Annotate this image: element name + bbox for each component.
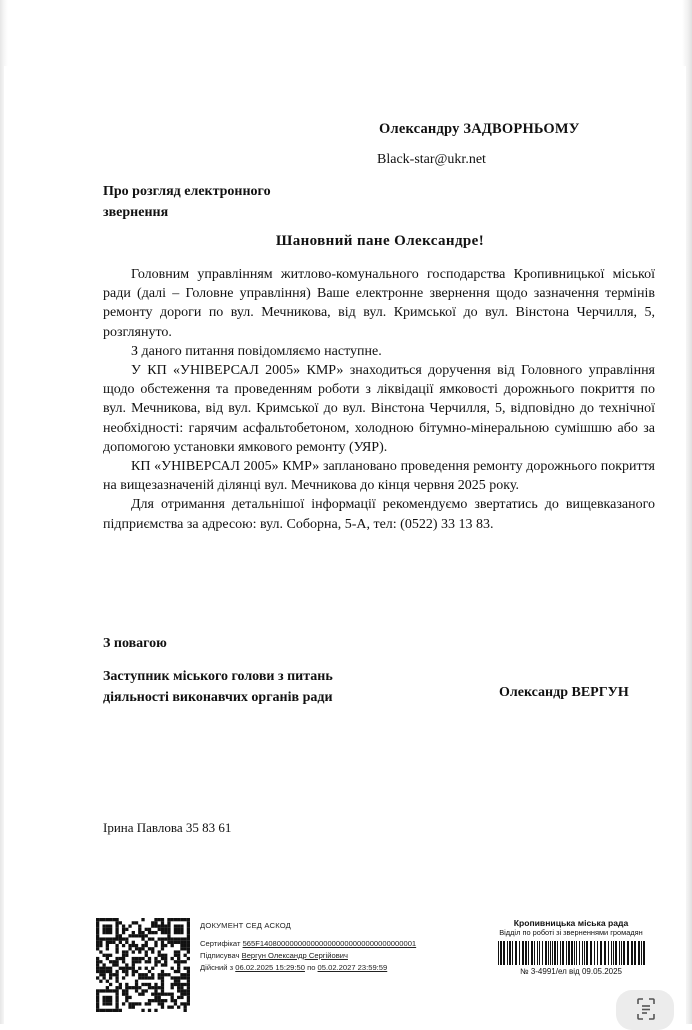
salutation: Шановний пане Олександре!	[275, 233, 485, 249]
registration-stamp	[486, 918, 656, 976]
stamp-department: Відділ по роботі зі зверненнями громадян	[499, 928, 643, 937]
subject-line: Про розгляд електронного	[103, 184, 271, 199]
body-paragraph: У КП «УНІВЕРСАЛ 2005» КМР» знаходиться доручення від Головного управління щодо обстеження та проведенням роботи з ліквідації ямковості дорожнього покриття по вул. Мечникова, від вул. Кримської до вул. Вінстона Черчилля, 5, відповідно до технічної необхідності: гарячим асфальтобетоном, холодною бітумно-мінеральною сумішшю або за допомогою установки ямкового ремонту (УЯР).	[103, 363, 655, 455]
eds-valid-to-label: по	[307, 963, 316, 972]
body-paragraph: З даного питання повідомляємо наступне.	[131, 343, 382, 359]
stamp-organization: Кропивницька міська рада	[513, 918, 629, 928]
position-line: Заступник міського голови з питань	[103, 669, 333, 684]
closing: З повагою	[103, 636, 167, 651]
eds-title: ДОКУМЕНТ СЕД АСКОД	[200, 921, 292, 930]
recipient-email: Black-star@ukr.net	[377, 152, 486, 167]
eds-valid-label: Дійсний з	[200, 963, 234, 972]
eds-signature-block	[200, 920, 416, 974]
eds-cert-label: Сертифікат	[200, 939, 241, 948]
text-scan-icon	[637, 998, 655, 1020]
eds-cert-value: 565F1408000000000000000000000000000000001	[242, 939, 417, 948]
signer-name: Олександр ВЕРГУН	[499, 685, 629, 700]
qr-code-icon	[96, 918, 190, 1012]
stamp-reg-number: № 3-4991/ел від 09.05.2025	[520, 967, 622, 976]
text-scan-button[interactable]	[616, 990, 674, 1030]
body-paragraph: Головним управлінням житлово-комунального господарства Кропивницької міської ради (далі – Головне управління) Ваше електронне звернення щодо зазначення термінів ремонту дороги по вул. Мечникова, від вул. Кримської до вул. Вінстона Черчилля, 5, розглянуто.	[103, 267, 655, 340]
position-line: діяльності виконавчих органів ради	[103, 690, 333, 705]
executor-contact: Ірина Павлова 35 83 61	[103, 820, 232, 835]
body-paragraph: Для отримання детальнішої інформації рекомендуємо звертатись до вищевказаного підприємства за адресою: вул. Соборна, 5-А, тел: (0522) 33 13 83.	[103, 497, 655, 532]
eds-signer-value: Вергун Олександр Сергійович	[241, 951, 348, 960]
eds-signer-label: Підписувач	[200, 951, 240, 960]
eds-signer-row	[200, 950, 416, 962]
signer-position	[103, 666, 333, 708]
recipient-name: Олександру ЗАДВОРНЬОМУ	[379, 121, 580, 137]
eds-valid-from: 06.02.2025 15:29:50	[235, 963, 305, 972]
eds-validity-row	[200, 962, 416, 974]
eds-valid-to: 05.02.2027 23:59:59	[317, 963, 388, 972]
letter-subject	[103, 181, 271, 223]
body-paragraph: КП «УНІВЕРСАЛ 2005» КМР» заплановано проведення ремонту дорожнього покриття на вищезазначеній ділянці вул. Мечникова до кінця червня 2025 року.	[103, 459, 655, 494]
eds-certificate-row	[200, 938, 416, 950]
letter-body	[103, 265, 655, 534]
subject-line: звернення	[103, 205, 169, 220]
barcode-icon	[496, 941, 646, 965]
